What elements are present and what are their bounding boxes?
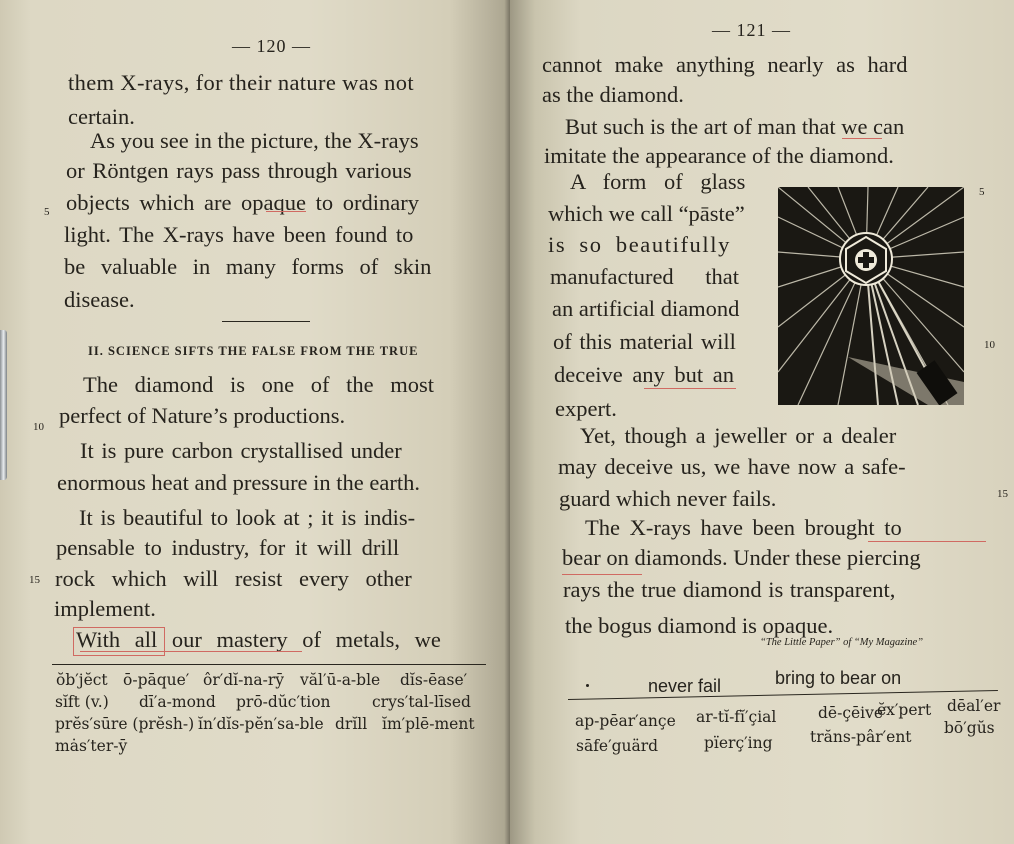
vocab-word: ap-pēar′ançe (575, 712, 676, 730)
line-number: 10 (33, 421, 44, 433)
pencil-underline (842, 138, 882, 139)
text-line: It is pure carbon crystallised under (80, 438, 402, 463)
vocab-word: dēal′er (947, 697, 1001, 715)
pencil-underline (644, 388, 736, 389)
source-credit: “The Little Paper” of “My Magazine” (760, 637, 924, 648)
text-line: pensable to industry, for it will drill (56, 535, 400, 560)
text-line: the bogus diamond is opaque. (565, 613, 834, 638)
line-number: 10 (984, 339, 995, 351)
vocabulary-divider (52, 664, 486, 665)
pencil-underline (868, 541, 986, 542)
vocab-word: ĕx′pert (877, 701, 932, 719)
text-line: certain. (68, 104, 135, 129)
radiating-diamond-image (778, 187, 964, 405)
line-number: 5 (979, 186, 985, 198)
right-page-number: — 121 — (712, 20, 791, 40)
text-line: imitate the appearance of the diamond. (544, 143, 894, 168)
vocab-word: ĭm′plē-ment (382, 715, 475, 733)
text-line: as the diamond. (542, 82, 684, 107)
diamond-illustration (778, 187, 964, 405)
section-divider (222, 321, 310, 322)
vocab-word: ĭn′dĭs-pĕn′sa-ble (198, 715, 324, 733)
vocab-word: trăns-pâr′ent (810, 728, 912, 746)
text-line: objects which are opaque to ordinary (66, 190, 420, 215)
vocab-word: dī′a-mond (139, 693, 216, 711)
text-line: rays the true diamond is transparent, (563, 577, 896, 602)
text-line: Yet, though a jeweller or a dealer (580, 423, 897, 448)
left-page-number: — 120 — (232, 36, 311, 56)
text-line: them X-rays, for their nature was not (68, 70, 414, 95)
vocab-word: bō′gŭs (944, 719, 995, 737)
text-line: of this material will (553, 329, 736, 354)
vocab-word: văl′ū-a-ble (300, 671, 381, 689)
vocab-word: prō-dŭc′tion (236, 693, 331, 711)
pencil-underline (266, 211, 306, 212)
vocab-word: sĭft (v.) (55, 693, 109, 711)
text-line: which we call “pāste” (548, 201, 745, 226)
pencil-underline (80, 651, 302, 652)
phrase: never fail (648, 676, 722, 696)
text-line: or Röntgen rays pass through various (66, 158, 412, 183)
text-line: As you see in the picture, the X-rays (90, 128, 419, 153)
text-line: is so beautifully (548, 232, 731, 257)
right-page (510, 0, 1014, 844)
vocab-word: sāfe′guärd (576, 737, 659, 755)
text-line: The X-rays have been brought to (585, 515, 902, 540)
vocab-word: dĭs-ēase′ (400, 671, 468, 689)
text-line: It is beautiful to look at ; it is indis- (79, 505, 416, 530)
line-number: 15 (29, 574, 40, 586)
line-number: 5 (44, 206, 50, 218)
text-line: an artificial diamond (552, 296, 740, 321)
text-line: perfect of Nature’s productions. (59, 403, 346, 428)
vocab-word: crys′tal-līsed (372, 693, 471, 711)
text-line: manufactured that (550, 264, 740, 289)
pencil-underline (562, 574, 642, 575)
vocab-word: drĭll (335, 715, 368, 733)
vocab-word: ôr′dĭ-na-rȳ (203, 671, 285, 689)
text-line: bear on diamonds. Under these piercing (562, 545, 921, 570)
text-line: rock which will resist every other (55, 566, 412, 591)
vocabulary-divider (568, 690, 998, 700)
text-line: may deceive us, we have now a safe- (558, 454, 906, 479)
vocab-word: pïerç′ing (704, 734, 773, 752)
text-line: disease. (64, 287, 135, 312)
vocab-word: mȧs′ter-ȳ (55, 737, 128, 755)
section-heading: II. SCIENCE SIFTS THE FALSE FROM THE TRUE (88, 344, 419, 358)
text-line: With all our mastery of metals, we (76, 627, 441, 652)
line-number: 15 (997, 488, 1008, 500)
text-line: light. The X-rays have been found to (64, 222, 414, 247)
text-line: guard which never fails. (559, 486, 777, 511)
text-line: But such is the art of man that we can (565, 114, 905, 139)
vocab-word: ō-pāque′ (123, 671, 190, 689)
text-line: enormous heat and pressure in the earth. (57, 470, 420, 495)
vocab-word: prĕs′sūre (prĕsh-) (55, 715, 195, 733)
text-line: A form of glass (570, 169, 746, 194)
metal-clip (0, 330, 7, 480)
text-line: The diamond is one of the most (83, 372, 434, 397)
phrase: bring to bear on (775, 668, 902, 688)
text-line: implement. (54, 596, 156, 621)
vocab-word: ŏb′jĕct (56, 671, 108, 689)
text-line: expert. (555, 396, 617, 421)
bullet-dot (586, 684, 589, 687)
vocab-word: dē-çēive′ (818, 704, 887, 722)
text-line: cannot make anything nearly as hard (542, 52, 908, 77)
text-line: be valuable in many forms of skin (64, 254, 432, 279)
vocab-word: ar-tĭ-fĭ′çial (696, 708, 777, 726)
text-line: deceive any but an (554, 362, 735, 387)
